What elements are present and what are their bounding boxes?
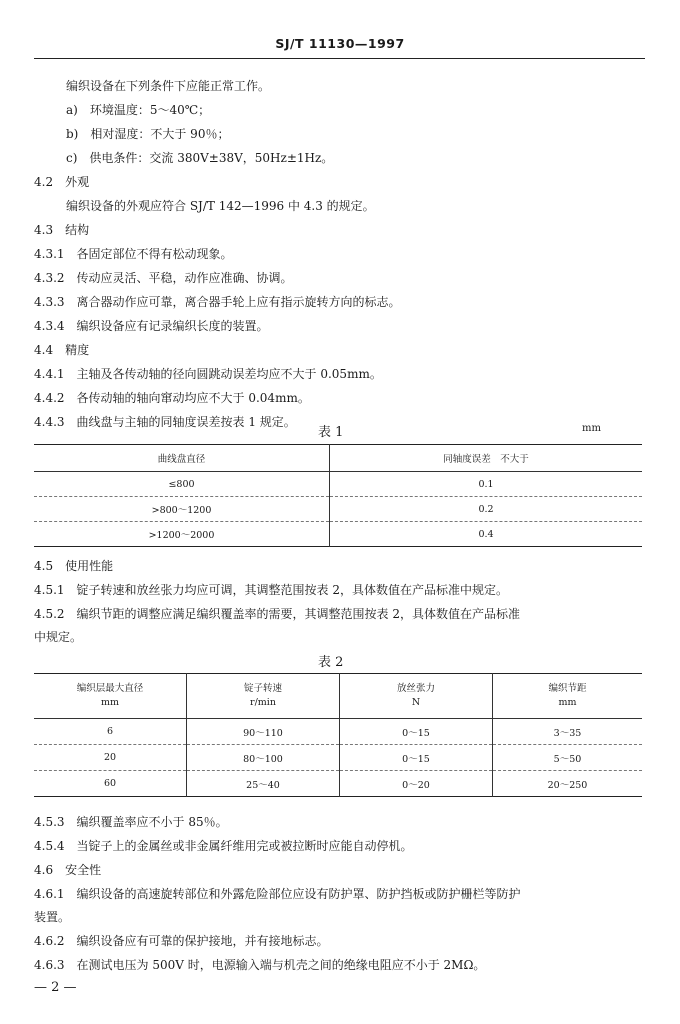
table-cell: ≤800 (34, 472, 330, 497)
table-row (34, 745, 642, 771)
table-header-cell (187, 674, 340, 719)
table-row (34, 522, 642, 547)
header-unit: mm (100, 697, 120, 708)
clause: 4.5.2 编织节距的调整应满足编织覆盖率的需要，其调整范围按表 2，具体数值在产品标准 (34, 607, 520, 621)
clause: 4.6.2 编织设备应有可靠的保护接地，并有接地标志。 (34, 934, 329, 948)
running-header: SJ/T 11130—1997 (275, 36, 405, 51)
header-unit: mm (558, 697, 577, 708)
clause-continuation: 中规定。 (34, 630, 83, 644)
clause: 4.6.1 编织设备的高速旋转部位和外露危险部位应设有防护罩、防护挡板或防护栅栏等防护 (34, 887, 521, 901)
table-cell: 6 (34, 719, 187, 745)
paragraph: 编织设备的外观应符合 SJ/T 142—1996 中 4.3 的规定。 (66, 199, 375, 213)
table-cell: 90～110 (187, 719, 340, 745)
table-cell: 0.2 (330, 497, 643, 522)
table-header-row (34, 445, 642, 472)
table-cell: 0.1 (330, 472, 643, 497)
clause: 4.3.1 各固定部位不得有松动现象。 (34, 247, 233, 261)
table2-caption: 表 2 (318, 655, 344, 670)
table-cell: 3～35 (493, 719, 643, 745)
table-row (34, 497, 642, 522)
table-cell: 0～15 (340, 745, 493, 771)
table-cell: 20～250 (493, 771, 643, 797)
header-rule (34, 58, 645, 59)
table1-unit: mm (582, 423, 601, 434)
table-header-cell (340, 674, 493, 719)
table-cell: 25～40 (187, 771, 340, 797)
table-header-row (34, 674, 642, 719)
table-row (34, 771, 642, 797)
header-unit: N (411, 697, 421, 708)
clause: 4.3.3 离合器动作应可靠，离合器手轮上应有指示旋转方向的标志。 (34, 295, 401, 309)
clause: 4.3.2 传动应灵活、平稳，动作应准确、协调。 (34, 271, 293, 285)
clause: 4.5.3 编织覆盖率应不小于 85％。 (34, 815, 228, 829)
table-header-cell: 曲线盘直径 (34, 445, 330, 472)
clause: 4.3.4 编织设备应有记录编织长度的装置。 (34, 319, 269, 333)
page-number: — 2 — (34, 980, 77, 995)
header-name: 编织节距 (548, 683, 587, 694)
table-header-cell (493, 674, 643, 719)
table-cell: >800～1200 (34, 497, 330, 522)
table-cell: 20 (34, 745, 187, 771)
table-cell: 0.4 (330, 522, 643, 547)
clause: 4.5.4 当锭子上的金属丝或非金属纤维用完或被拉断时应能自动停机。 (34, 839, 413, 853)
section-heading: 4.2 外观 (34, 175, 90, 189)
intro-line: 编织设备在下列条件下应能正常工作。 (66, 79, 271, 93)
table-cell: 0～20 (340, 771, 493, 797)
section-heading: 4.6 安全性 (34, 863, 102, 877)
list-item-a: a) 环境温度：5～40℃； (66, 103, 211, 117)
clause: 4.4.1 主轴及各传动轴的径向圆跳动误差均应不大于 0.05mm。 (34, 367, 382, 381)
table-header-cell (34, 674, 187, 719)
table-row (34, 719, 642, 745)
table-cell: 60 (34, 771, 187, 797)
header-unit: r/min (250, 697, 276, 708)
table-row (34, 472, 642, 497)
list-item-c: c) 供电条件：交流 380V±38V，50Hz±1Hz。 (66, 151, 334, 165)
header-name: 放丝张力 (396, 683, 435, 694)
clause: 4.5.1 锭子转速和放丝张力均应可调，其调整范围按表 2，具体数值在产品标准中规定。 (34, 583, 508, 597)
table-cell: 5～50 (493, 745, 643, 771)
table2 (34, 673, 642, 797)
table-header-cell: 同轴度误差 不大于 (330, 445, 643, 472)
section-heading: 4.4 精度 (34, 343, 90, 357)
clause: 4.6.3 在测试电压为 500V 时，电源输入端与机壳之间的绝缘电阻应不小于 2MΩ。 (34, 958, 486, 972)
header-name: 锭子转速 (243, 683, 282, 694)
table1 (34, 444, 642, 547)
list-item-b: b) 相对湿度：不大于 90％； (66, 127, 230, 141)
header-name: 编织层最大直径 (76, 683, 144, 694)
table-cell: >1200～2000 (34, 522, 330, 547)
clause-continuation: 装置。 (34, 910, 71, 924)
section-heading: 4.5 使用性能 (34, 559, 114, 573)
clause: 4.4.3 曲线盘与主轴的同轴度误差按表 1 规定。 (34, 415, 296, 429)
section-heading: 4.3 结构 (34, 223, 90, 237)
table-cell: 0～15 (340, 719, 493, 745)
clause: 4.4.2 各传动轴的轴向窜动均应不大于 0.04mm。 (34, 391, 310, 405)
table-cell: 80～100 (187, 745, 340, 771)
table1-caption: 表 1 (318, 425, 344, 440)
